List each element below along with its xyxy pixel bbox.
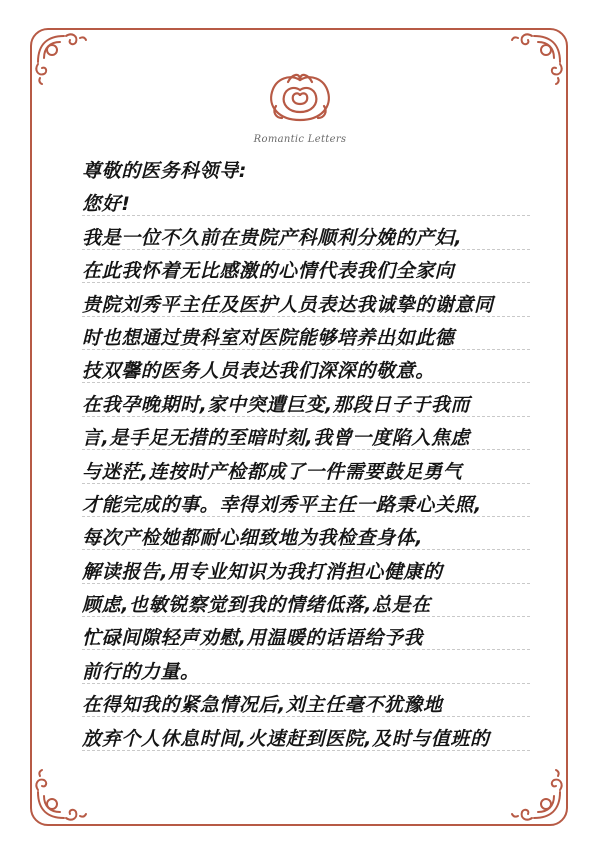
brand-logotype: Romantic Letters	[253, 134, 347, 145]
corner-ornament-icon	[504, 762, 568, 826]
letter-line: 放弃个人休息时间,火速赶到医院,及时与值班的	[82, 727, 490, 750]
letter-line: 与迷茫,连按时产检都成了一件需要鼓足勇气	[82, 460, 463, 483]
letter-line: 每次产检她都耐心细致地为我检查身体,	[82, 527, 424, 550]
letter-line: 前行的力量。	[82, 660, 200, 683]
letter-line: 贵院刘秀平主任及医护人员表达我诚挚的谢意同	[82, 293, 494, 316]
corner-ornament-icon	[504, 28, 568, 92]
corner-ornament-icon	[30, 28, 94, 92]
letter-line: 在我孕晚期时,家中突遭巨变,那段日子于我而	[82, 393, 471, 416]
letter-line: 顾虑,也敏锐察觉到我的情绪低落,总是在	[82, 594, 431, 617]
rose-logo-icon	[262, 66, 338, 130]
letter-line: 技双馨的医务人员表达我们深深的敬意。	[82, 360, 435, 383]
letter-line: 尊敬的医务科领导:	[82, 160, 247, 182]
letter-line: 您好!	[82, 193, 131, 216]
letter-line: 忙碌间隙轻声劝慰,用温暖的话语给予我	[82, 627, 424, 650]
letter-line: 言,是手足无措的至暗时刻,我曾一度陷入焦虑	[82, 427, 471, 450]
handwritten-letter	[82, 155, 530, 756]
letter-line: 在得知我的紧急情况后,刘主任毫不犹豫地	[82, 694, 443, 717]
letter-line: 我是一位不久前在贵院产科顺利分娩的产妇,	[82, 226, 463, 249]
letter-line: 时也想通过贵科室对医院能够培养出如此德	[82, 326, 455, 349]
corner-ornament-icon	[30, 762, 94, 826]
letter-line: 解读报告,用专业知识为我打消担心健康的	[82, 560, 443, 583]
letter-line: 在此我怀着无比感激的心情代表我们全家向	[82, 260, 455, 283]
letter-line: 才能完成的事。幸得刘秀平主任一路秉心关照,	[82, 493, 482, 516]
